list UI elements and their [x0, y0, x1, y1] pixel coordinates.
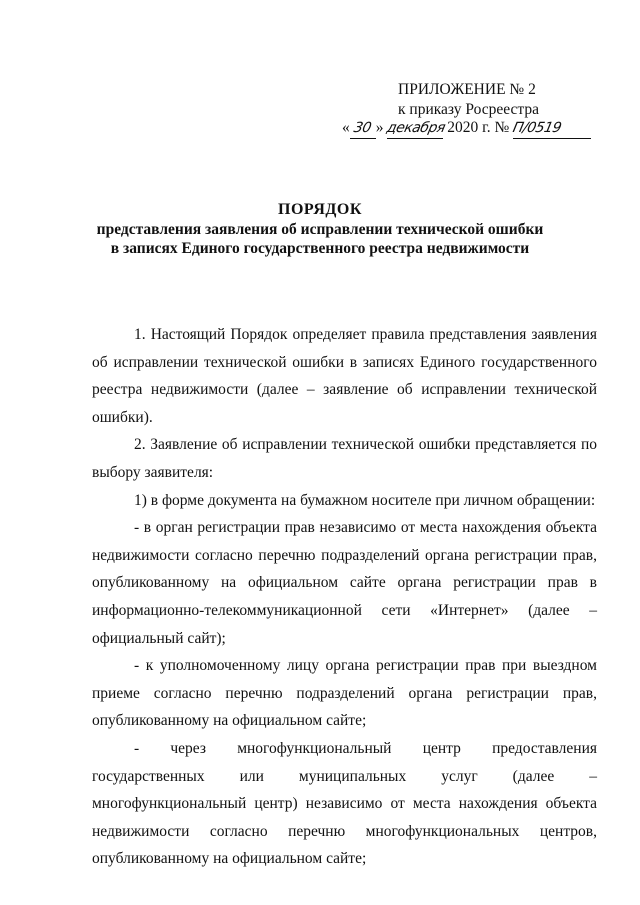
- paragraph-6: - через многофункциональный центр предоставления государственных или муниципальных услуг (далее – многофункциональный центр) независимо от места нахождения объекта недвижимости согласно перечню многофункциональных центров, опубликованному на официальном сайте;: [92, 739, 597, 868]
- quote-open: «: [342, 119, 350, 136]
- document-heading-line-1: представления заявления об исправлении технической ошибки: [96, 221, 544, 238]
- paragraph-4: - в орган регистрации прав независимо от места нахождения объекта недвижимости согласно перечню подразделений органа регистрации прав, опубликованному на официальном сайте органа регистрации прав в информационно-телекоммуникационной сети «Интернет» (далее – официальный сайт);: [92, 519, 597, 647]
- paragraph-1: 1. Настоящий Порядок определяет правила представления заявления об исправлении технической ошибки в записях Единого государственного реестра недвижимости (далее – заявление об исправлении технической ошибки).: [92, 326, 597, 426]
- date-month-field: [385, 118, 447, 139]
- paragraph-5: - к уполномоченному лицу органа регистрации прав при выездном приеме согласно перечню подразделений органа регистрации прав, опубликованному на официальном сайте;: [92, 657, 597, 730]
- date-day-handwritten: 30: [352, 120, 373, 136]
- annex-order-ref: к приказу Росреестра: [398, 101, 539, 118]
- date-year-label: 2020 г. №: [447, 119, 510, 136]
- date-day-field: [350, 118, 376, 139]
- paragraph-3: 1) в форме документа на бумажном носителе при личном обращении:: [134, 491, 596, 509]
- order-number-field: [513, 118, 591, 139]
- document-body: [92, 321, 597, 873]
- annex-title: ПРИЛОЖЕНИЕ № 2: [398, 81, 536, 98]
- paragraph-2: 2. Заявление об исправлении технической ошибки представляется по выбору заявителя:: [92, 436, 597, 481]
- annex-date-number: [342, 118, 582, 140]
- quote-close: »: [375, 119, 384, 136]
- document-heading-title: ПОРЯДОК: [278, 201, 362, 218]
- order-number-handwritten: П/0519: [511, 120, 563, 136]
- date-month-handwritten: декабря: [385, 120, 447, 136]
- document-heading-line-2: в записях Единого государственного реестра недвижимости: [110, 240, 530, 257]
